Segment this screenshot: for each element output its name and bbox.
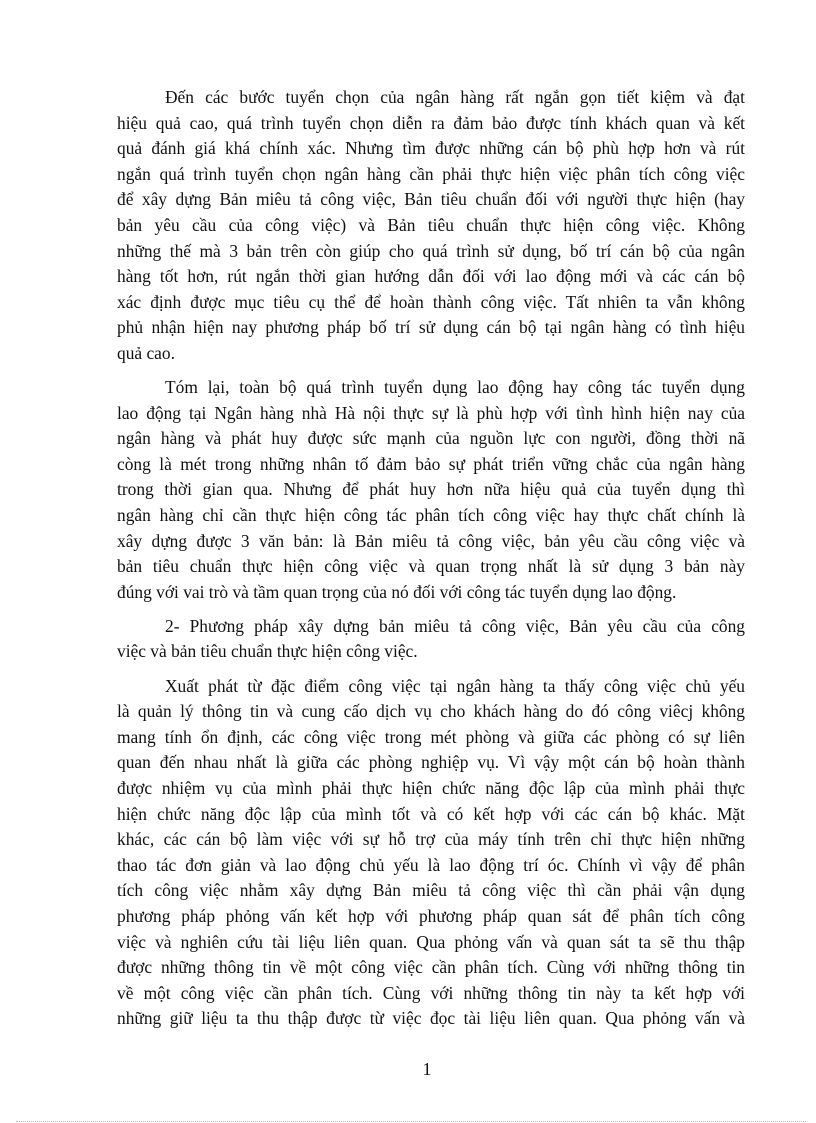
- text-line: việc và bản tiêu chuẩn thực hiện công việc.: [117, 641, 418, 662]
- text-line: ngắn quá trình tuyển chọn ngân hàng cần phải thực hiện việc phân tích công việc: [117, 163, 745, 184]
- text-line: ngân hàng và phát huy được sức mạnh của nguồn lực con người, đồng thời nã: [117, 428, 745, 449]
- text-line: quả cao.: [117, 342, 175, 363]
- text-line: đúng với vai trò và tầm quan trọng của nó đối với công tác tuyển dụng lao động.: [117, 581, 677, 602]
- text-line: được những thông tin về một công việc cần phân tích. Cùng với những thông tin: [117, 957, 745, 978]
- text-line: khác, các cán bộ làm việc với sự hỗ trợ của máy tính trên chỉ thực hiện những: [117, 829, 745, 850]
- text-line: hiệu quả cao, quá trình tuyển chọn diễn ra đảm bảo được tính khách quan và kết: [117, 112, 745, 133]
- text-line: những giữ liệu ta thu thập được từ việc đọc tài liệu liên quan. Qua phỏng vấn và: [117, 1008, 745, 1029]
- text-line: phương pháp phỏng vấn kết hợp với phương pháp quan sát để phân tích công: [117, 905, 745, 926]
- text-line: những thế mà 3 bản trên còn giúp cho quá trình sử dụng, bố trí cán bộ của ngân: [117, 240, 745, 261]
- text-line: tích công việc nhằm xây dựng Bản miêu tả công việc thì cần phải vận dụng: [117, 880, 745, 901]
- paragraph: [117, 674, 745, 1032]
- text-line: còng là mét trong những nhân tố đảm bảo sự phát triển vững chắc của ngân hàng: [117, 453, 745, 474]
- page-number: 1: [422, 1059, 432, 1079]
- text-line: phủ nhận hiện nay phương pháp bố trí sử dụng cán bộ tại ngân hàng có tình hiệu: [117, 317, 745, 338]
- paragraph: [117, 85, 745, 367]
- text-line: về một công việc cần phân tích. Cùng với những thông tin này ta kết hợp với: [117, 982, 745, 1003]
- document-body: [117, 85, 745, 1032]
- paragraph: [117, 375, 745, 605]
- text-line: để xây dựng Bản miêu tả công việc, Bản tiêu chuẩn đối với người thực hiện (hay: [117, 189, 745, 210]
- text-line: lao động tại Ngân hàng nhà Hà nội thực sự là phù hợp với tình hình hiện nay của: [117, 402, 745, 423]
- text-line: quả đánh giá khá chính xác. Nhưng tìm được những cán bộ phù hợp hơn và rút: [117, 138, 745, 159]
- paragraph: [117, 614, 745, 665]
- text-line: 2- Phương pháp xây dựng bản miêu tả công việc, Bản yêu cầu của công: [165, 615, 745, 636]
- page-boundary-divider: [16, 1121, 806, 1122]
- text-line: mang tính ổn định, các công việc trong mét phòng và giữa các phòng có sự liên: [117, 726, 745, 747]
- text-line: xây dựng được 3 văn bản: là Bản miêu tả công việc, bản yêu cầu công việc và: [117, 530, 745, 551]
- text-line: Đến các bước tuyển chọn của ngân hàng rất ngắn gọn tiết kiệm và đạt: [165, 87, 745, 107]
- text-line: quan đến nhau nhất là giữa các phòng nghiệp vụ. Vì vậy một cán bộ hoàn thành: [117, 752, 745, 773]
- text-line: hiện chức năng độc lập của mình tốt và có kết hợp với các cán bộ khác. Mặt: [117, 803, 745, 824]
- text-line: bản tiêu chuẩn thực hiện công việc và quan trọng nhất là sử dụng 3 bản này: [117, 556, 745, 577]
- text-line: là quản lý thông tin và cung cấo dịch vụ cho khách hàng do đó công viêcj không: [117, 701, 745, 722]
- text-line: xác định được mục tiêu cụ thể để hoàn thành công việc. Tất nhiên ta vẫn không: [117, 291, 745, 312]
- text-line: Tóm lại, toàn bộ quá trình tuyển dụng lao động hay công tác tuyển dụng: [165, 377, 745, 398]
- text-line: bản yêu cầu của công việc) và Bản tiêu chuẩn thực hiện công việc. Không: [117, 214, 745, 235]
- text-line: trong thời gian qua. Nhưng để phát huy hơn nữa hiệu quả của tuyển dụng thì: [117, 479, 745, 500]
- text-line: được nhiệm vụ của mình phải thực hiện chức năng độc lập của mình phải thực: [117, 777, 745, 798]
- text-line: ngân hàng chỉ cần thực hiện công tác phân tích công việc hay thực chất chính là: [117, 505, 745, 525]
- text-line: Xuất phát từ đặc điểm công việc tại ngân hàng ta thấy công việc chủ yếu: [165, 675, 745, 696]
- text-line: việc và nghiên cứu tài liệu liên quan. Qua phỏng vấn và quan sát ta sẽ thu thập: [117, 931, 745, 952]
- text-line: thao tác đơn giản và lao động chủ yếu là lao động trí óc. Chính vì vậy để phân: [117, 854, 745, 875]
- text-line: hàng tốt hơn, rút ngắn thời gian hướng dẫn đối với lao động mới và các cán bộ: [117, 266, 745, 287]
